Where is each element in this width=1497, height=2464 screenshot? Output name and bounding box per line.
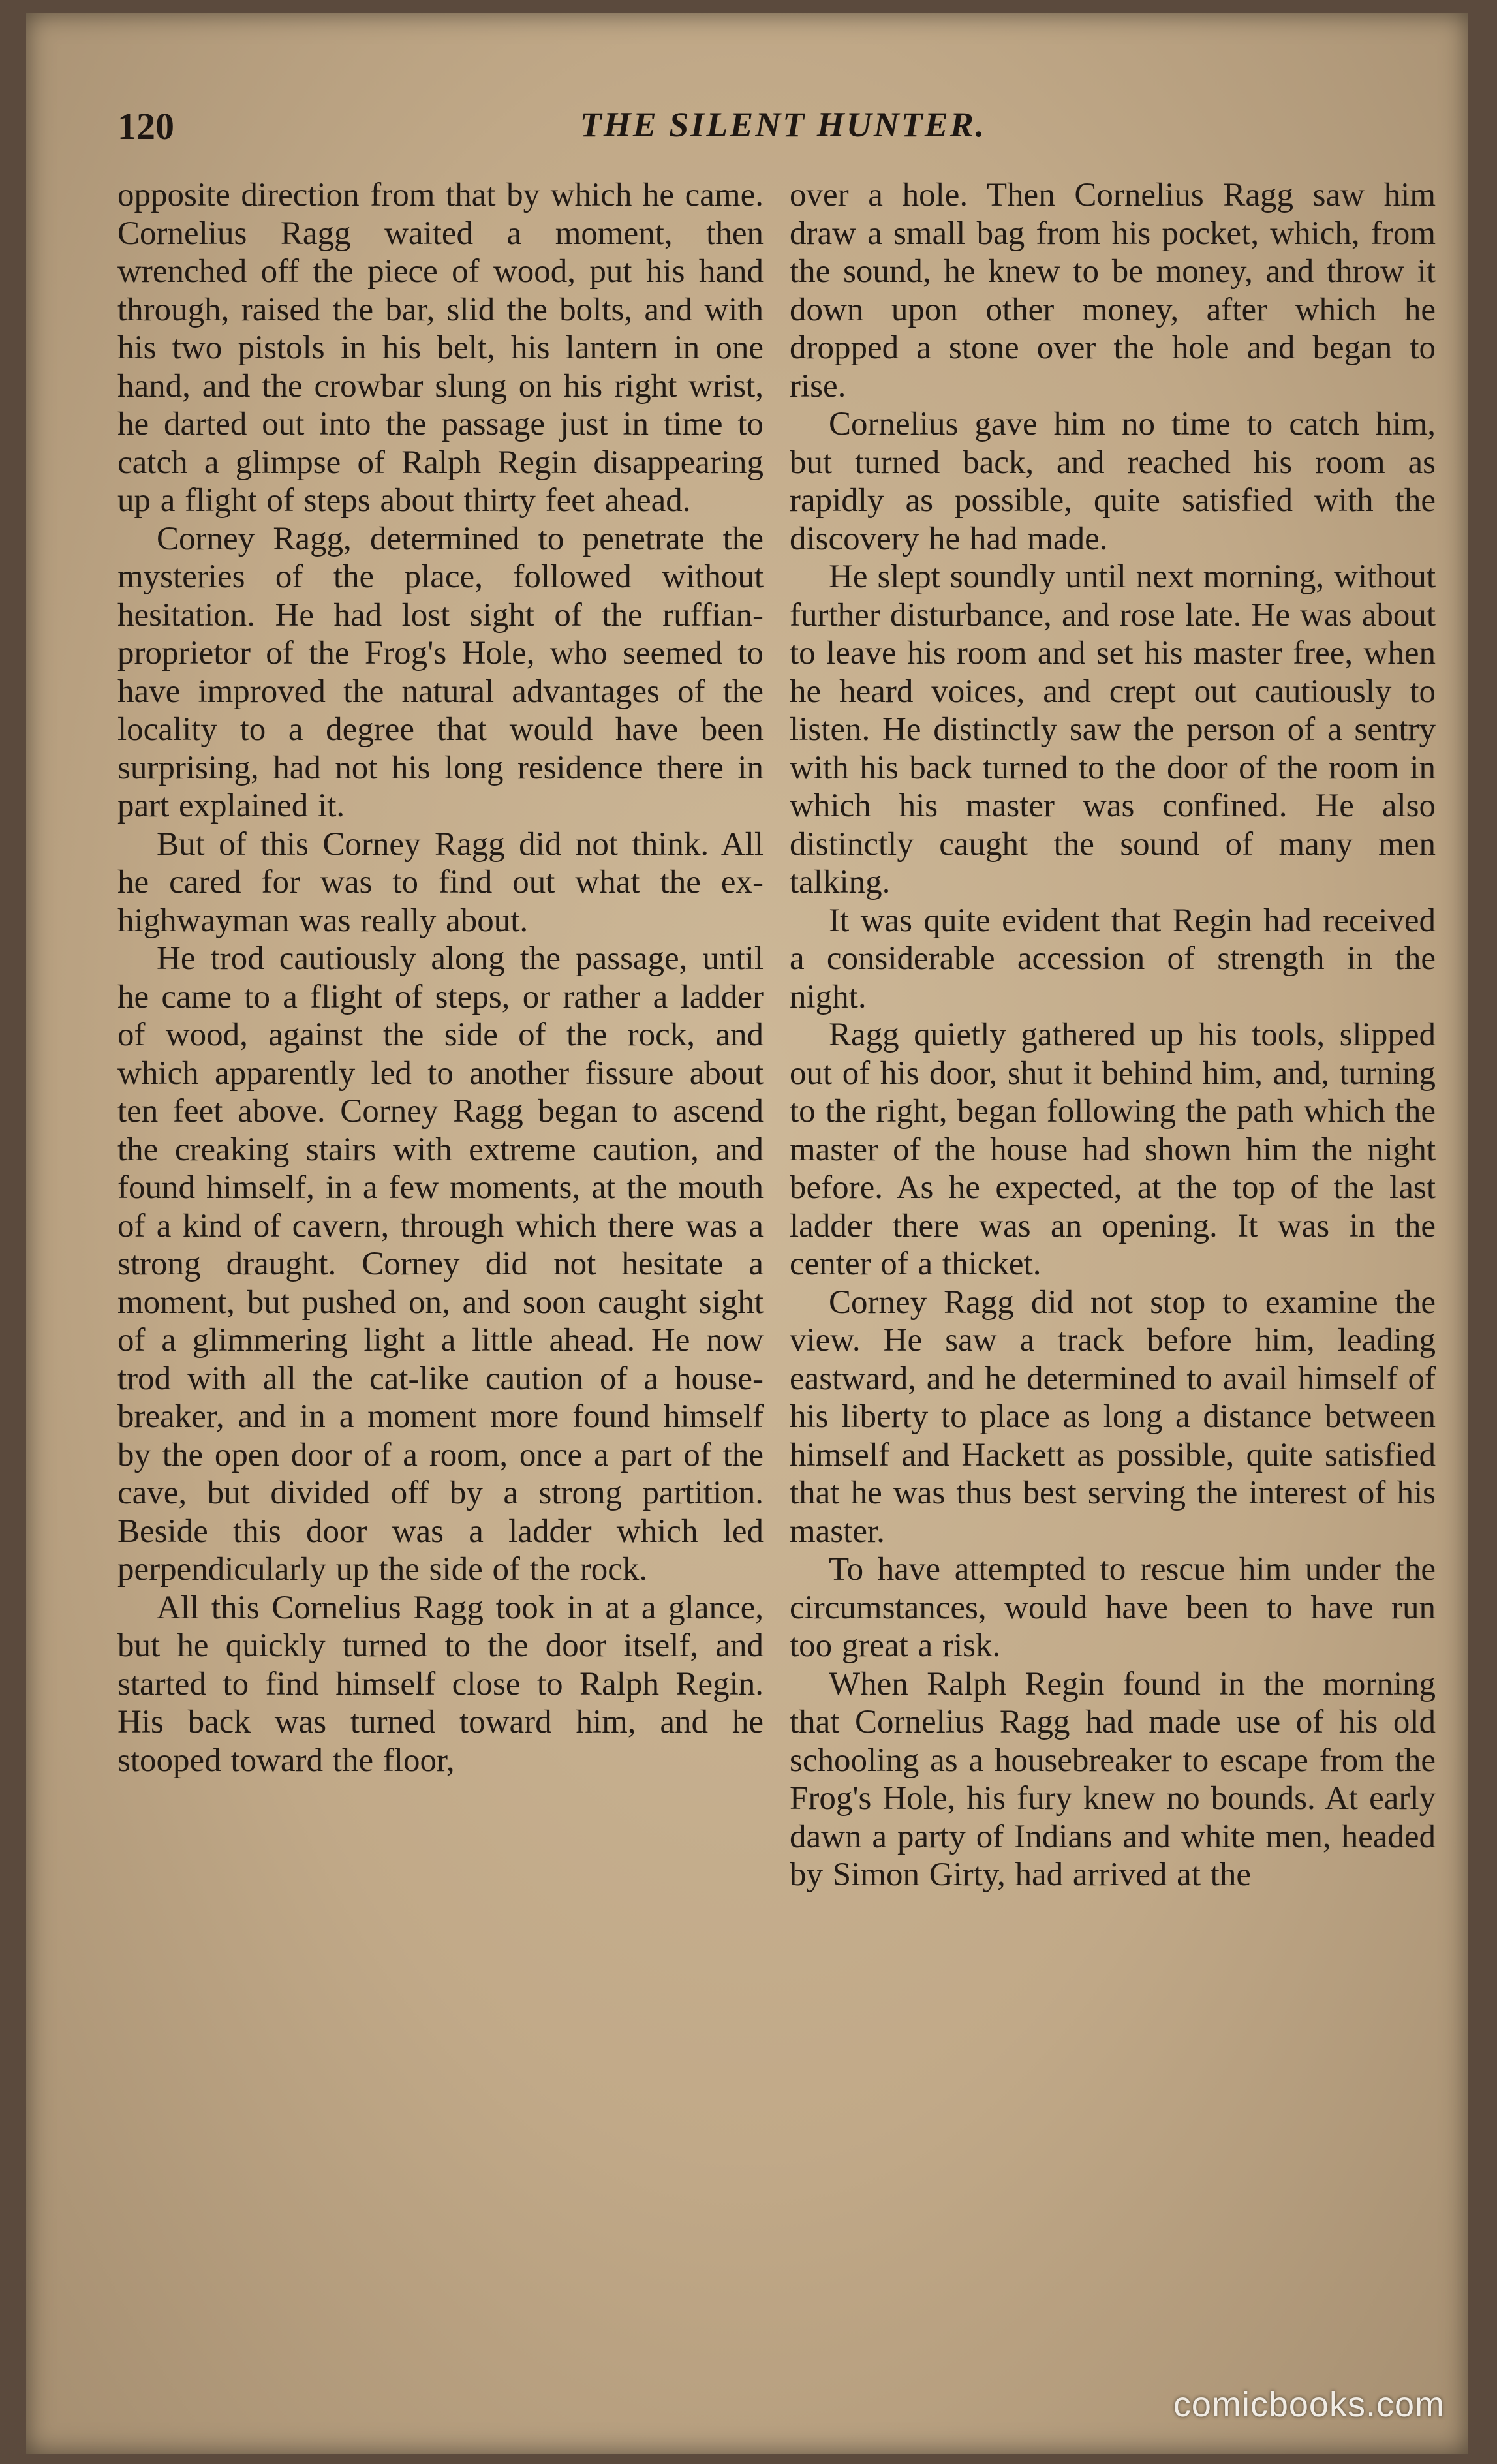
page-header [104, 104, 1462, 157]
site-watermark: comicbooks.com [1173, 2385, 1445, 2424]
paragraph: He trod cautiously along the passage, until he came to a flight of steps, or rather a ladder of wood, against the side of the rock, and which apparently led to another fissure about ten feet above. Corney Ragg began to ascend the creaking stairs with extreme caution, and found himself, in a few moments, at the mouth of a kind of cavern, through which there was a strong draught. Corney did not hesitate a moment, but pushed on, and soon caught sight of a glimmering light a little ahead. He now trod with all the cat-like caution of a house-breaker, and in a moment more found himself by the open door of a room, once a part of the cave, but divided off by a strong partition. Beside this door was a ladder which led perpendicularly up the side of the rock. [117, 940, 764, 1588]
paragraph: opposite direction from that by which he came. Cornelius Ragg waited a moment, then wrenched off the piece of wood, put his hand through, raised the bar, slid the bolts, and with his two pistols in his belt, his lantern in one hand, and the crowbar slung on his right wrist, he darted out into the passage just in time to catch a glimpse of Ralph Regin disappearing up a flight of steps about thirty feet ahead. [117, 177, 764, 519]
paragraph: To have attempted to rescue him under the circumstances, would have been to have run too great a risk. [790, 1551, 1436, 1664]
book-page [26, 13, 1468, 2454]
paragraph: Ragg quietly gathered up his tools, slipped out of his door, shut it behind him, and, turning to the right, began following the path which the master of the house had shown him the night before. As he expected, at the top of the last ladder there was an opening. It was in the center of a thicket. [790, 1017, 1436, 1282]
paragraph: But of this Corney Ragg did not think. All he cared for was to find out what the ex-highwayman was really about. [117, 825, 764, 939]
paragraph: Corney Ragg did not stop to examine the view. He saw a track before him, leading eastward, and he determined to avail himself of his liberty to place as long a distance between himself and Hackett as possible, quite satisfied that he was thus best serving the interest of his master. [790, 1284, 1436, 1550]
paragraph: When Ralph Regin found in the morning that Cornelius Ragg had made use of his old schooling as a housebreaker to escape from the Frog's Hole, his fury knew no bounds. At early dawn a party of Indians and white men, headed by Simon Girty, had arrived at the [790, 1665, 1436, 1893]
left-column [117, 176, 764, 1779]
paragraph: He slept soundly until next morning, without further disturbance, and rose late. He was about to leave his room and set his master free, when he heard voices, and crept out cautiously to listen. He distinctly saw the person of a sentry with his back turned to the door of the room in which his master was confined. He also distinctly caught the sound of many men talking. [790, 559, 1436, 901]
running-title: THE SILENT HUNTER. [579, 105, 987, 144]
page-number: 120 [117, 105, 174, 147]
right-column [790, 176, 1436, 1894]
paragraph: All this Cornelius Ragg took in at a glance, but he quickly turned to the door itself, and started to find himself close to Ralph Regin. His back was turned toward him, and he stooped toward the floor, [117, 1589, 764, 1779]
paragraph: It was quite evident that Regin had received a considerable accession of strength in the night. [790, 902, 1436, 1015]
paragraph: Cornelius gave him no time to catch him, but turned back, and reached his room as rapidly as possible, quite satisfied with the discovery he had made. [790, 406, 1436, 557]
paragraph: over a hole. Then Cornelius Ragg saw him draw a small bag from his pocket, which, from the sound, he knew to be money, and throw it down upon other money, after which he dropped a stone over the hole and began to rise. [790, 177, 1436, 405]
paragraph: Corney Ragg, determined to penetrate the mysteries of the place, followed without hesitation. He had lost sight of the ruffian-proprietor of the Frog's Hole, who seemed to have improved the natural advantages of the locality to a degree that would have been surprising, had not his long residence there in part explained it. [117, 520, 764, 824]
